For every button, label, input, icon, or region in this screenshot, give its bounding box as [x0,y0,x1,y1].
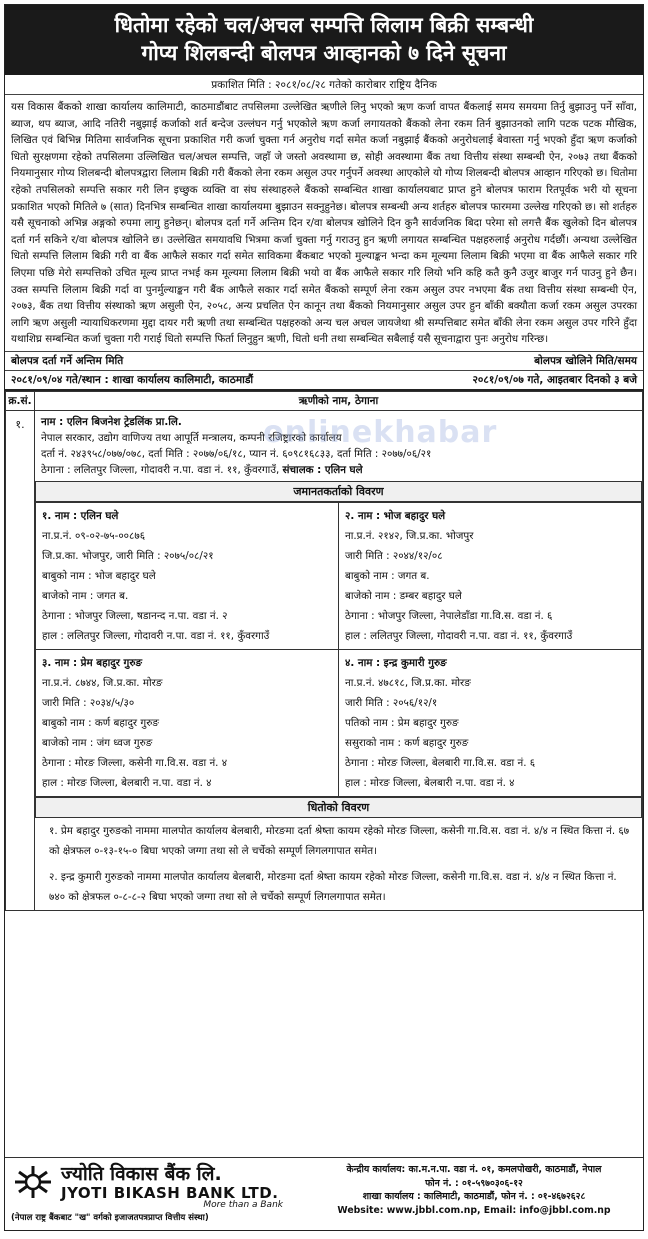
footer [5,1157,643,1230]
bank-name-english: JYOTI BIKASH BANK LTD. [61,1183,279,1202]
opening-date-value: २०८१/०९/०७ गते, आइतबार दिनको ३ बजे [472,373,637,386]
borrower-address-line [41,462,636,478]
guarantor-2-line: जारी मिति : २०४४/१२/०८ [345,549,443,562]
guarantor-1-line: ना.प्र.नं. ०९-०२-७५-००८७६ [42,529,146,542]
guarantor-1-line: बाबुको नाम : भोज बहादुर घले [42,569,156,582]
guarantor-3-name: ३. नाम : प्रेम बहादुर गुरुङ [42,656,143,669]
sn-header: क्र.सं. [6,391,35,410]
central-office: केन्द्रीय कार्यालय: का.म.न.पा. वडा नं. ०१, कमलपोखरी, काठमाडौं, नेपाल [346,1164,602,1175]
collateral-item-2: २. इन्द्र कुमारी गुरुङको नाममा मालपोत कार्यालय बेलबारी, मोरङमा दर्ता श्रेष्ता कायम रहेको मोरङ जिल्ला, कसेनी गा.वि.स. वडा नं. ४/४ न स्थित कित्ता नं. ७४० को क्षेत्रफल ०-८-८-२ बिघा भएको जग्गा तथा सो ले चर्चेको सम्पूर्ण लिगलगापात समेत। [49,870,617,903]
branch-office: शाखा कार्यालय : कालिमाटी, काठमाडौं, फोन नं. : ०१-४६७२६२८ [362,1191,586,1202]
published-date: प्रकाशित मिति : २०८१/०८/२८ गतेको कारोबार राष्ट्रिय दैनिक [5,75,643,95]
watermark-logo: onlinekhabar [263,414,498,450]
guarantor-4-line: ठेगाना : मोरङ जिल्ला, बेलबारी गा.वि.स. वडा नं. ६ [345,756,536,769]
guarantor-2-line: ठेगाना : भोजपुर जिल्ला, नेपालेडाँडा गा.वि.स. वडा नं. ६ [345,609,553,622]
collateral-header: धितोको विवरण [35,797,642,818]
table-header-row [6,391,643,410]
license-note: (नेपाल राष्ट्र बैंकबाट "ख" वर्गको इजाजतपत्रप्राप्त वित्तीय संस्था) [11,1213,209,1223]
guarantor-4-name: ४. नाम : इन्द्र कुमारी गुरुङ [345,656,447,669]
borrower-block [35,411,642,481]
details-table [5,391,643,911]
guarantor-2-line: हाल : ललितपुर जिल्ला, गोदावरी न.पा. वडा नं. ११, कुँवरगाउँ [345,629,573,642]
title-line-1: धितोमा रहेको चल/अचल सम्पत्ति लिलाम बिक्री सम्बन्धी [114,13,534,37]
guarantor-1-name: १. नाम : एलिन घले [42,509,119,522]
guarantor-3-line: बाजेको नाम : जंग ध्वज गुरुङ [42,736,153,749]
guarantor-2-line: ना.प्र.नं. २१४२, जि.प्र.का. भोजपुर [345,529,474,542]
deadline-labels [5,351,643,370]
guarantor-4-line: जारी मिति : २०५६/१२/१ [345,696,438,709]
guarantor-grid [35,502,642,797]
serial-number: १. [6,410,35,910]
guarantor-3-line: बाबुको नाम : कर्ण बहादुर गुरुङ [42,716,159,729]
details-cell [35,410,643,910]
guarantor-4 [339,649,642,796]
guarantor-4-line: पतिको नाम : प्रेम बहादुर गुरुङ [345,716,459,729]
guarantor-1-line: ठेगाना : भोजपुर जिल्ला, षडानन्द न.पा. वडा नं. २ [42,609,228,622]
borrower-director: संचालक : एलिन घले [282,463,363,476]
bank-branding [5,1158,305,1230]
borrower-registry: नेपाल सरकार, उद्योग वाणिज्य तथा आपूर्ति मन्त्रालय, कम्पनी रजिष्ट्रारको कार्यालय [41,431,342,444]
table-row [6,410,643,910]
guarantor-2-line: बाजेको नाम : डम्बर बहादुर घले [345,589,462,602]
guarantor-2-line: बाबुको नाम : जगत ब. [345,569,430,582]
title-banner [5,5,643,75]
guarantor-row-2 [36,649,642,796]
submission-deadline-value: २०८१/०९/०४ गते/स्थान : शाखा कार्यालय कालिमाटी, काठमाडौं [11,373,254,386]
bank-name-nepali: ज्योति विकास बैंक लि. [61,1162,222,1185]
opening-date-label: बोलपत्र खोलिने मिति/समय [534,354,637,367]
borrower-header: ऋणीको नाम, ठेगाना [35,391,643,410]
bank-names [61,1163,278,1202]
guarantor-3-line: हाल : मोरङ जिल्ला, बेलबारी न.पा. वडा नं. ४ [42,776,212,789]
guarantor-3-line: ना.प्र.नं. ८७४४, जि.प्र.का. मोरङ [42,676,163,689]
guarantor-1-line: बाजेको नाम : जगत ब. [42,589,129,602]
contact-info [305,1158,643,1230]
notice-body: यस विकास बैंकको शाखा कार्यालय कालिमाटी, काठमाडौंबाट तपसिलमा उल्लेखित ऋणीले लिनु भएको ऋण कर्जा वापत बैंकलाई समय समयमा तिर्नु बुझाउनु पर्ने साँवा, ब्याज, थप ब्याज, आदि नतिरी नबुझाई कर्जाको शर्त बन्देज उल्लंघन गर्नु भएकोले ऋण कर्जा लगायतको बैंकको लेना रकम तिर्न बुझाउनको लागि पटक पटक मौखिक, लिखित एवं बिभिन्न मितिमा सार्वजनिक सूचना प्रकाशित गरी कर्जा चुक्ता गर्न अनुरोध गर्दा समेत कर्जा नबुझाई बैंकको अनुरोधलाई बेवास्ता गर्नु भएको हुँदा ऋण कर्जाको धितो सुरक्षणमा रहेको तपसिलमा उल्लिखित चल/अचल सम्पत्ति, जहाँ जे जस्तो अवस्थामा छ, सोही अवस्थामा बैंक तथा वित्तीय संस्था सम्बन्धी ऐन, २०७३ तथा बैंकको नियमानुसार गोप्य शिलबन्दी बोलपत्रद्वारा लिलाम बिक्री गरी बैंकको लेना रकम असुल उपर गर्नुपर्ने अवस्था आएकोले यो गोप्य शिलबन्दी बोलपत्र आव्हान गरिएको छ। धितोमा रहेको तपसिलको सम्पत्ति सकार गरी लिन इच्छुक व्यक्ति वा संघ संस्थाहरुले बैंकको सम्बन्धित शाखा कार्यालयबाट प्राप्त हुने बोलपत्र फाराम रितपूर्वक भरी यो सूचना प्रकाशित भएको मितिले ७ (सात) दिनभित्र सम्बन्धित शाखा कार्यालयमा बुझाउन सक्नुहुनेछ। बोलपत्र सम्बन्धी अन्य शर्तहरु बोलपत्र फारममा उल्लेख गरिएको छ। सो शर्तहरु यसै सूचनाको अभिन्न अङ्गको रुपमा लागु हुनेछन्। बोलपत्र दर्ता गर्ने अन्तिम दिन र/वा बोलपत्र खोलिने दिन कुनै सार्वजनिक बिदा परेमा सो लगत्तै बैंक खुलेको दिन बोलपत्र दर्ता गर्न सकिने र/वा बोलपत्र खोलिने छ। उल्लेखित समयावधि भित्रमा कर्जा चुक्ता गर्नु गराउनु हुन ऋणी लगायत सम्बन्धित पक्षहरुलाई अनुरोध गर्दछौं। अन्यथा उल्लेखित धितो सम्पत्ति लिलाम बिक्री गरी वा बैंक आफैले सकार गर्दा समेत साविकमा बैंकबाट भएको मुल्याङ्कन भन्दा कम मूल्यमा लिलाम बिक्री भएमा वा बैंक आफैले सकार गरि लिएमा पछि मेरो सम्पत्तिको उचित मूल्य प्राप्त नभई कम मूल्यमा लिलाम बिक्री भयो वा बैंक आफैले सकार गरि लियो भनि कहि कतै कुनै उजुर बाजुर गर्न पाउनु हुने छैन। उक्त सम्पत्ति लिलाम बिक्री गर्दा वा पुनर्मुल्याङ्कन गरी बैंक आफैले सकार गर्दा समेत बैंकको सम्पूर्ण लेना रकम असुल उपर नभएमा बैंक तथा वित्तीय संस्था सम्बन्धी ऐन, २०७३, बैंक तथा वित्तीय संस्थाको ऋण असुली ऐन, २०५८, अन्य प्रचलित ऐन कानून तथा बैंकको नियमानुसार असुल उपर हुन बाँकी बक्यौता कर्जा रकम असुल उपरका लागि ऋण असुली न्यायाधिकरणमा मुद्दा दायर गरी ऋणी तथा सम्बन्धित पक्षहरुको अन्य चल अचल जायजेथा श्री सम्पत्तिबाट समेत बाँकी लेना रकम असुल उपर गरिने हुँदा यथाशिघ्र सम्बन्धित कर्जा चुक्ता गरी गराई धितो सम्पत्ति फिर्ता लिनुहुन ऋणी, धितो धनी तथा सम्बन्धित सबैलाई यसै सूचनाद्वारा पुनः अनुरोध गरिन्छ। [11,101,637,346]
guarantor-row-1 [36,502,642,649]
borrower-name: नाम : एलिन बिजनेश ट्रेडलिंक प्रा.लि. [41,415,182,428]
bank-tagline: More than a Bank [203,1200,283,1210]
guarantor-4-line: ना.प्र.नं. ४७८१८, जि.प्र.का. मोरङ [345,676,471,689]
submission-deadline-label: बोलपत्र दर्ता गर्ने अन्तिम मिति [11,354,124,367]
website-email: Website: www.jbbl.com.np, Email: info@jbbl.com.np [337,1204,611,1216]
collateral-item-1: १. प्रेम बहादुर गुरुङको नाममा मालपोत कार्यालय बेलबारी, मोरङमा दर्ता श्रेष्ता कायम रहेको मोरङ जिल्ला, कसेनी गा.वि.स. वडा नं. ४/४ न स्थित कित्ता नं. ६७ को क्षेत्रफल ०-१३-१५-० बिघा भएको जग्गा तथा सो ले चर्चेको सम्पूर्ण लिगलगापात समेत। [49,824,630,857]
guarantor-3-line: ठेगाना : मोरङ जिल्ला, कसेनी गा.वि.स. वडा नं. ४ [42,756,228,769]
deadline-values [5,370,643,391]
guarantor-3 [36,649,339,796]
borrower-registration: दर्ता नं. २४३९५८/०७७/०७८, दर्ता मिति : २०७७/०६/१८, प्यान नं. ६०९८१६८३३, दर्ता मिति : २०७७/०६/२१ [41,447,432,460]
logo-row [11,1162,299,1202]
central-phone: फोन नं. : ०१-५९७०३०६-१२ [425,1177,523,1189]
bank-logo-icon [11,1162,55,1202]
guarantor-4-line: हाल : मोरङ जिल्ला, बेलबारी न.पा. वडा नं. ४ [345,776,515,789]
guarantor-1 [36,502,339,649]
title-line-2: गोप्य शिलबन्दी बोलपत्र आव्हानको ७ दिने सूचना [141,41,507,65]
borrower-address: ठेगाना : ललितपुर जिल्ला, गोदावरी न.पा. वडा नं. ११, कुँवरगाउँ, [41,463,283,476]
guarantor-3-line: जारी मिति : २०३४/५/३० [42,696,135,709]
guarantor-4-line: ससुराको नाम : कर्ण बहादुर गुरुङ [345,736,469,749]
guarantor-1-line: हाल : ललितपुर जिल्ला, गोदावरी न.पा. वडा नं. ११, कुँवरगाउँ [42,629,270,642]
guarantor-1-line: जि.प्र.का. भोजपुर, जारी मिति : २०७५/०८/२१ [42,549,214,562]
guarantor-2-name: २. नाम : भोज बहादुर घले [345,509,446,522]
guarantor-2 [339,502,642,649]
notice-page [4,4,644,1231]
guarantor-header: जमानतकर्ताको विवरण [35,481,642,502]
